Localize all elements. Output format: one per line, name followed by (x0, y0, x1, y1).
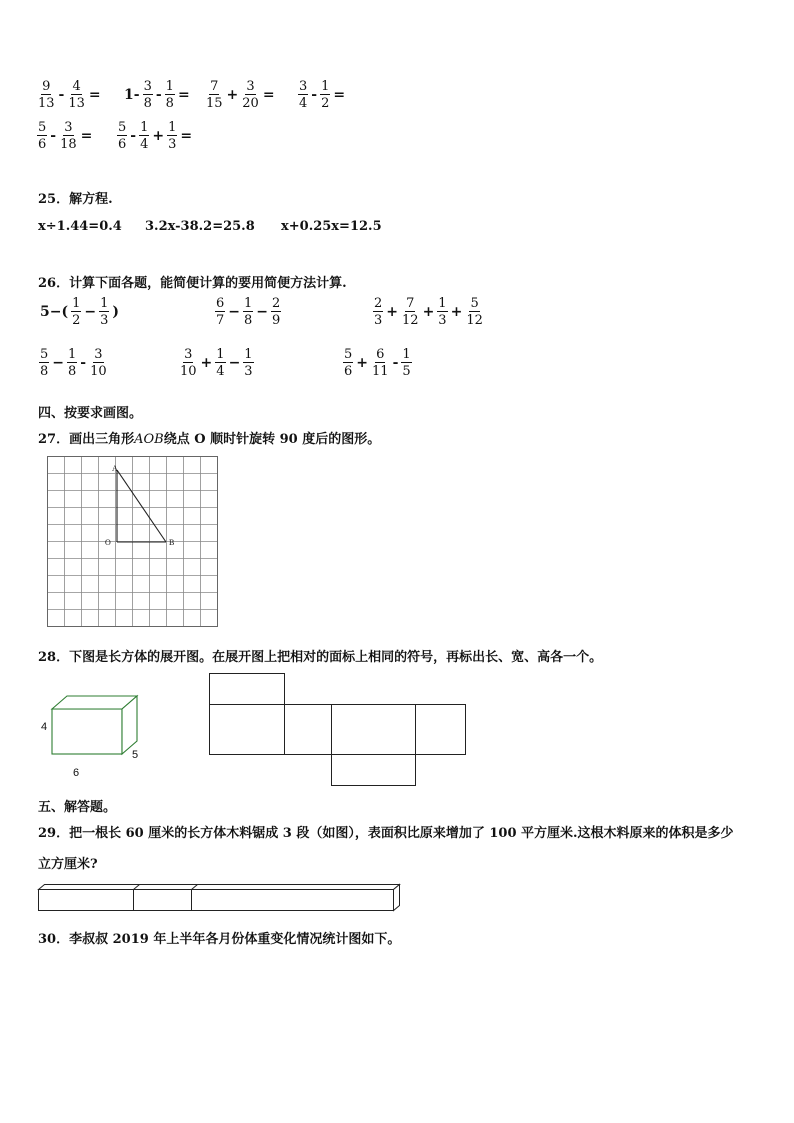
operator: - (50, 128, 57, 144)
operator: - (392, 355, 399, 371)
q26-expr-6 (342, 348, 413, 378)
operator: - (311, 87, 318, 103)
operator: = (333, 87, 346, 103)
numerator: 1 (140, 120, 149, 135)
denominator: 7 (216, 313, 225, 328)
denominator: 3 (374, 313, 383, 328)
operator: + (226, 87, 239, 103)
q26-expr-5 (178, 348, 255, 378)
denominator: 18 (60, 137, 77, 152)
fraction (67, 348, 77, 378)
denominator: 8 (165, 96, 174, 111)
net-face-bottom[interactable] (332, 755, 416, 786)
denominator: 10 (180, 364, 197, 379)
cuboid-width-label: 5 (132, 749, 139, 761)
fraction (89, 348, 108, 378)
fraction (59, 121, 78, 151)
fraction (39, 348, 49, 378)
numerator: 9 (42, 79, 51, 94)
denominator: 2 (321, 96, 330, 111)
net-face-4[interactable] (416, 705, 466, 755)
denominator: 3 (168, 137, 177, 152)
denominator: 3 (438, 313, 447, 328)
numerator: 2 (272, 296, 281, 311)
fraction (465, 297, 484, 327)
fraction (320, 80, 330, 110)
numerator: 6 (216, 296, 225, 311)
denominator: 12 (466, 313, 483, 328)
numerator: 6 (376, 347, 385, 362)
section-4-heading: 四、按要求画图。 (38, 406, 143, 421)
denominator: 3 (244, 364, 253, 379)
denominator: 8 (143, 96, 152, 111)
operator: - (155, 87, 162, 103)
operator: − (52, 355, 65, 371)
q26-title: 26．计算下面各题，能简便计算的要用简便方法计算. (38, 276, 347, 291)
rotation-grid (47, 456, 219, 628)
numerator: 1 (68, 347, 77, 362)
calc-expr-5 (36, 121, 94, 151)
cuboid-front-face (52, 709, 122, 754)
operator: + (386, 304, 399, 320)
cuboid-figure (36, 692, 148, 782)
fraction (371, 348, 390, 378)
fraction (437, 297, 447, 327)
expression-text: 1- (124, 87, 140, 103)
denominator: 15 (206, 96, 223, 111)
fraction (401, 297, 420, 327)
numerator: 3 (94, 347, 103, 362)
numerator: 4 (72, 79, 81, 94)
numerator: 3 (64, 120, 73, 135)
denominator: 10 (90, 364, 107, 379)
fraction (165, 80, 175, 110)
calc-expr-3 (204, 80, 277, 110)
denominator: 4 (216, 364, 225, 379)
numerator: 3 (299, 79, 308, 94)
fraction (179, 348, 198, 378)
denominator: 4 (299, 96, 308, 111)
denominator: 8 (68, 364, 77, 379)
q26-expr-1 (38, 297, 121, 327)
numerator: 5 (118, 120, 127, 135)
fraction (167, 121, 177, 151)
q27-title-suffix: 绕点 O 顺时针旋转 90 度后的图形。 (163, 432, 381, 447)
numerator: 3 (246, 79, 255, 94)
q27-title-prefix: 27．画出三角形 (38, 432, 135, 447)
denominator: 9 (272, 313, 281, 328)
fraction (401, 348, 411, 378)
point-o-label: O (105, 538, 111, 547)
operator: + (356, 355, 369, 371)
operator: − (84, 304, 97, 320)
denominator: 13 (68, 96, 85, 111)
operator: + (450, 304, 463, 320)
fraction (243, 297, 253, 327)
denominator: 2 (72, 313, 81, 328)
numerator: 7 (406, 296, 415, 311)
numerator: 1 (165, 79, 174, 94)
numerator: 1 (244, 347, 253, 362)
numerator: 1 (72, 296, 81, 311)
denominator: 12 (402, 313, 419, 328)
operator: - (130, 128, 137, 144)
fraction (67, 80, 86, 110)
plank-front-face (39, 890, 394, 911)
fraction (143, 80, 153, 110)
fraction (215, 297, 225, 327)
wood-plank-figure (36, 882, 404, 914)
q25-equation-2: 3.2x-38.2=25.8 (145, 219, 255, 234)
fraction (241, 80, 260, 110)
q25-title: 25．解方程. (38, 192, 113, 207)
numerator: 1 (216, 347, 225, 362)
operator: = (262, 87, 275, 103)
fraction (99, 297, 109, 327)
operator: - (58, 87, 65, 103)
numerator: 7 (210, 79, 219, 94)
operator: + (200, 355, 213, 371)
operator: = (180, 128, 193, 144)
q29-line-2: 立方厘米? (38, 857, 98, 872)
numerator: 5 (470, 296, 479, 311)
fraction (205, 80, 224, 110)
calc-expr-1 (36, 80, 103, 110)
operator: = (80, 128, 93, 144)
numerator: 2 (374, 296, 383, 311)
cuboid-height-label: 4 (41, 721, 48, 733)
operator: + (422, 304, 435, 320)
operator: - (80, 355, 87, 371)
q26-expr-4 (38, 348, 109, 378)
net-face-1[interactable] (210, 705, 285, 755)
denominator: 8 (244, 313, 253, 328)
expression-text: 5−( (40, 304, 69, 320)
segment-ab (117, 470, 166, 542)
q30-title: 30．李叔叔 2019 年上半年各月份体重变化情况统计图如下。 (38, 932, 401, 947)
q27-title (38, 428, 380, 447)
fraction (37, 121, 47, 151)
denominator: 8 (40, 364, 49, 379)
expression-text: ) (112, 304, 120, 320)
denominator: 20 (242, 96, 259, 111)
numerator: 3 (143, 79, 152, 94)
operator: − (228, 355, 241, 371)
numerator: 5 (40, 347, 49, 362)
fraction (139, 121, 149, 151)
operator: = (88, 87, 101, 103)
numerator: 1 (244, 296, 253, 311)
operator: − (228, 304, 241, 320)
fraction (243, 348, 253, 378)
cuboid-length-label: 6 (73, 767, 80, 779)
calc-expr-6 (116, 121, 194, 151)
net-face-top[interactable] (210, 674, 285, 705)
fraction (117, 121, 127, 151)
numerator: 1 (402, 347, 411, 362)
denominator: 6 (344, 364, 353, 379)
q29-line-1: 29．把一根长 60 厘米的长方体木料锯成 3 段（如图），表面积比原来增加了 100 平方厘米.这根木料原来的体积是多少 (38, 826, 734, 841)
denominator: 3 (100, 313, 109, 328)
operator: − (256, 304, 269, 320)
cuboid-net (206, 670, 470, 790)
denominator: 6 (118, 137, 127, 152)
numerator: 3 (184, 347, 193, 362)
calc-expr-4 (297, 80, 347, 110)
fraction (373, 297, 383, 327)
denominator: 6 (38, 137, 47, 152)
numerator: 1 (100, 296, 109, 311)
denominator: 11 (372, 364, 389, 379)
fraction (343, 348, 353, 378)
numerator: 1 (321, 79, 330, 94)
denominator: 5 (402, 364, 411, 379)
operator: + (152, 128, 165, 144)
fraction (298, 80, 308, 110)
plank-end-face (394, 885, 400, 911)
denominator: 13 (38, 96, 55, 111)
operator: = (177, 87, 190, 103)
numerator: 1 (168, 120, 177, 135)
q25-equation-1: x÷1.44=0.4 (38, 219, 122, 234)
q26-expr-2 (214, 297, 282, 327)
fraction (37, 80, 56, 110)
fraction (215, 348, 225, 378)
point-b-label: B (169, 538, 175, 547)
point-a-label: A (112, 464, 118, 473)
plank-top-face (39, 885, 400, 890)
section-5-heading: 五、解答题。 (38, 800, 117, 815)
q25-equation-3: x+0.25x=12.5 (281, 219, 382, 234)
fraction (271, 297, 281, 327)
net-face-2[interactable] (285, 705, 332, 755)
q28-title: 28．下图是长方体的展开图。在展开图上把相对的面标上相同的符号，再标出长、宽、高各一个。 (38, 650, 603, 665)
calc-expr-2 (122, 80, 192, 110)
net-face-3[interactable] (332, 705, 416, 755)
numerator: 5 (344, 347, 353, 362)
q26-expr-3 (372, 297, 485, 327)
fraction (71, 297, 81, 327)
q27-title-italic: AOB (134, 432, 164, 447)
denominator: 4 (140, 137, 149, 152)
numerator: 1 (438, 296, 447, 311)
numerator: 5 (38, 120, 47, 135)
